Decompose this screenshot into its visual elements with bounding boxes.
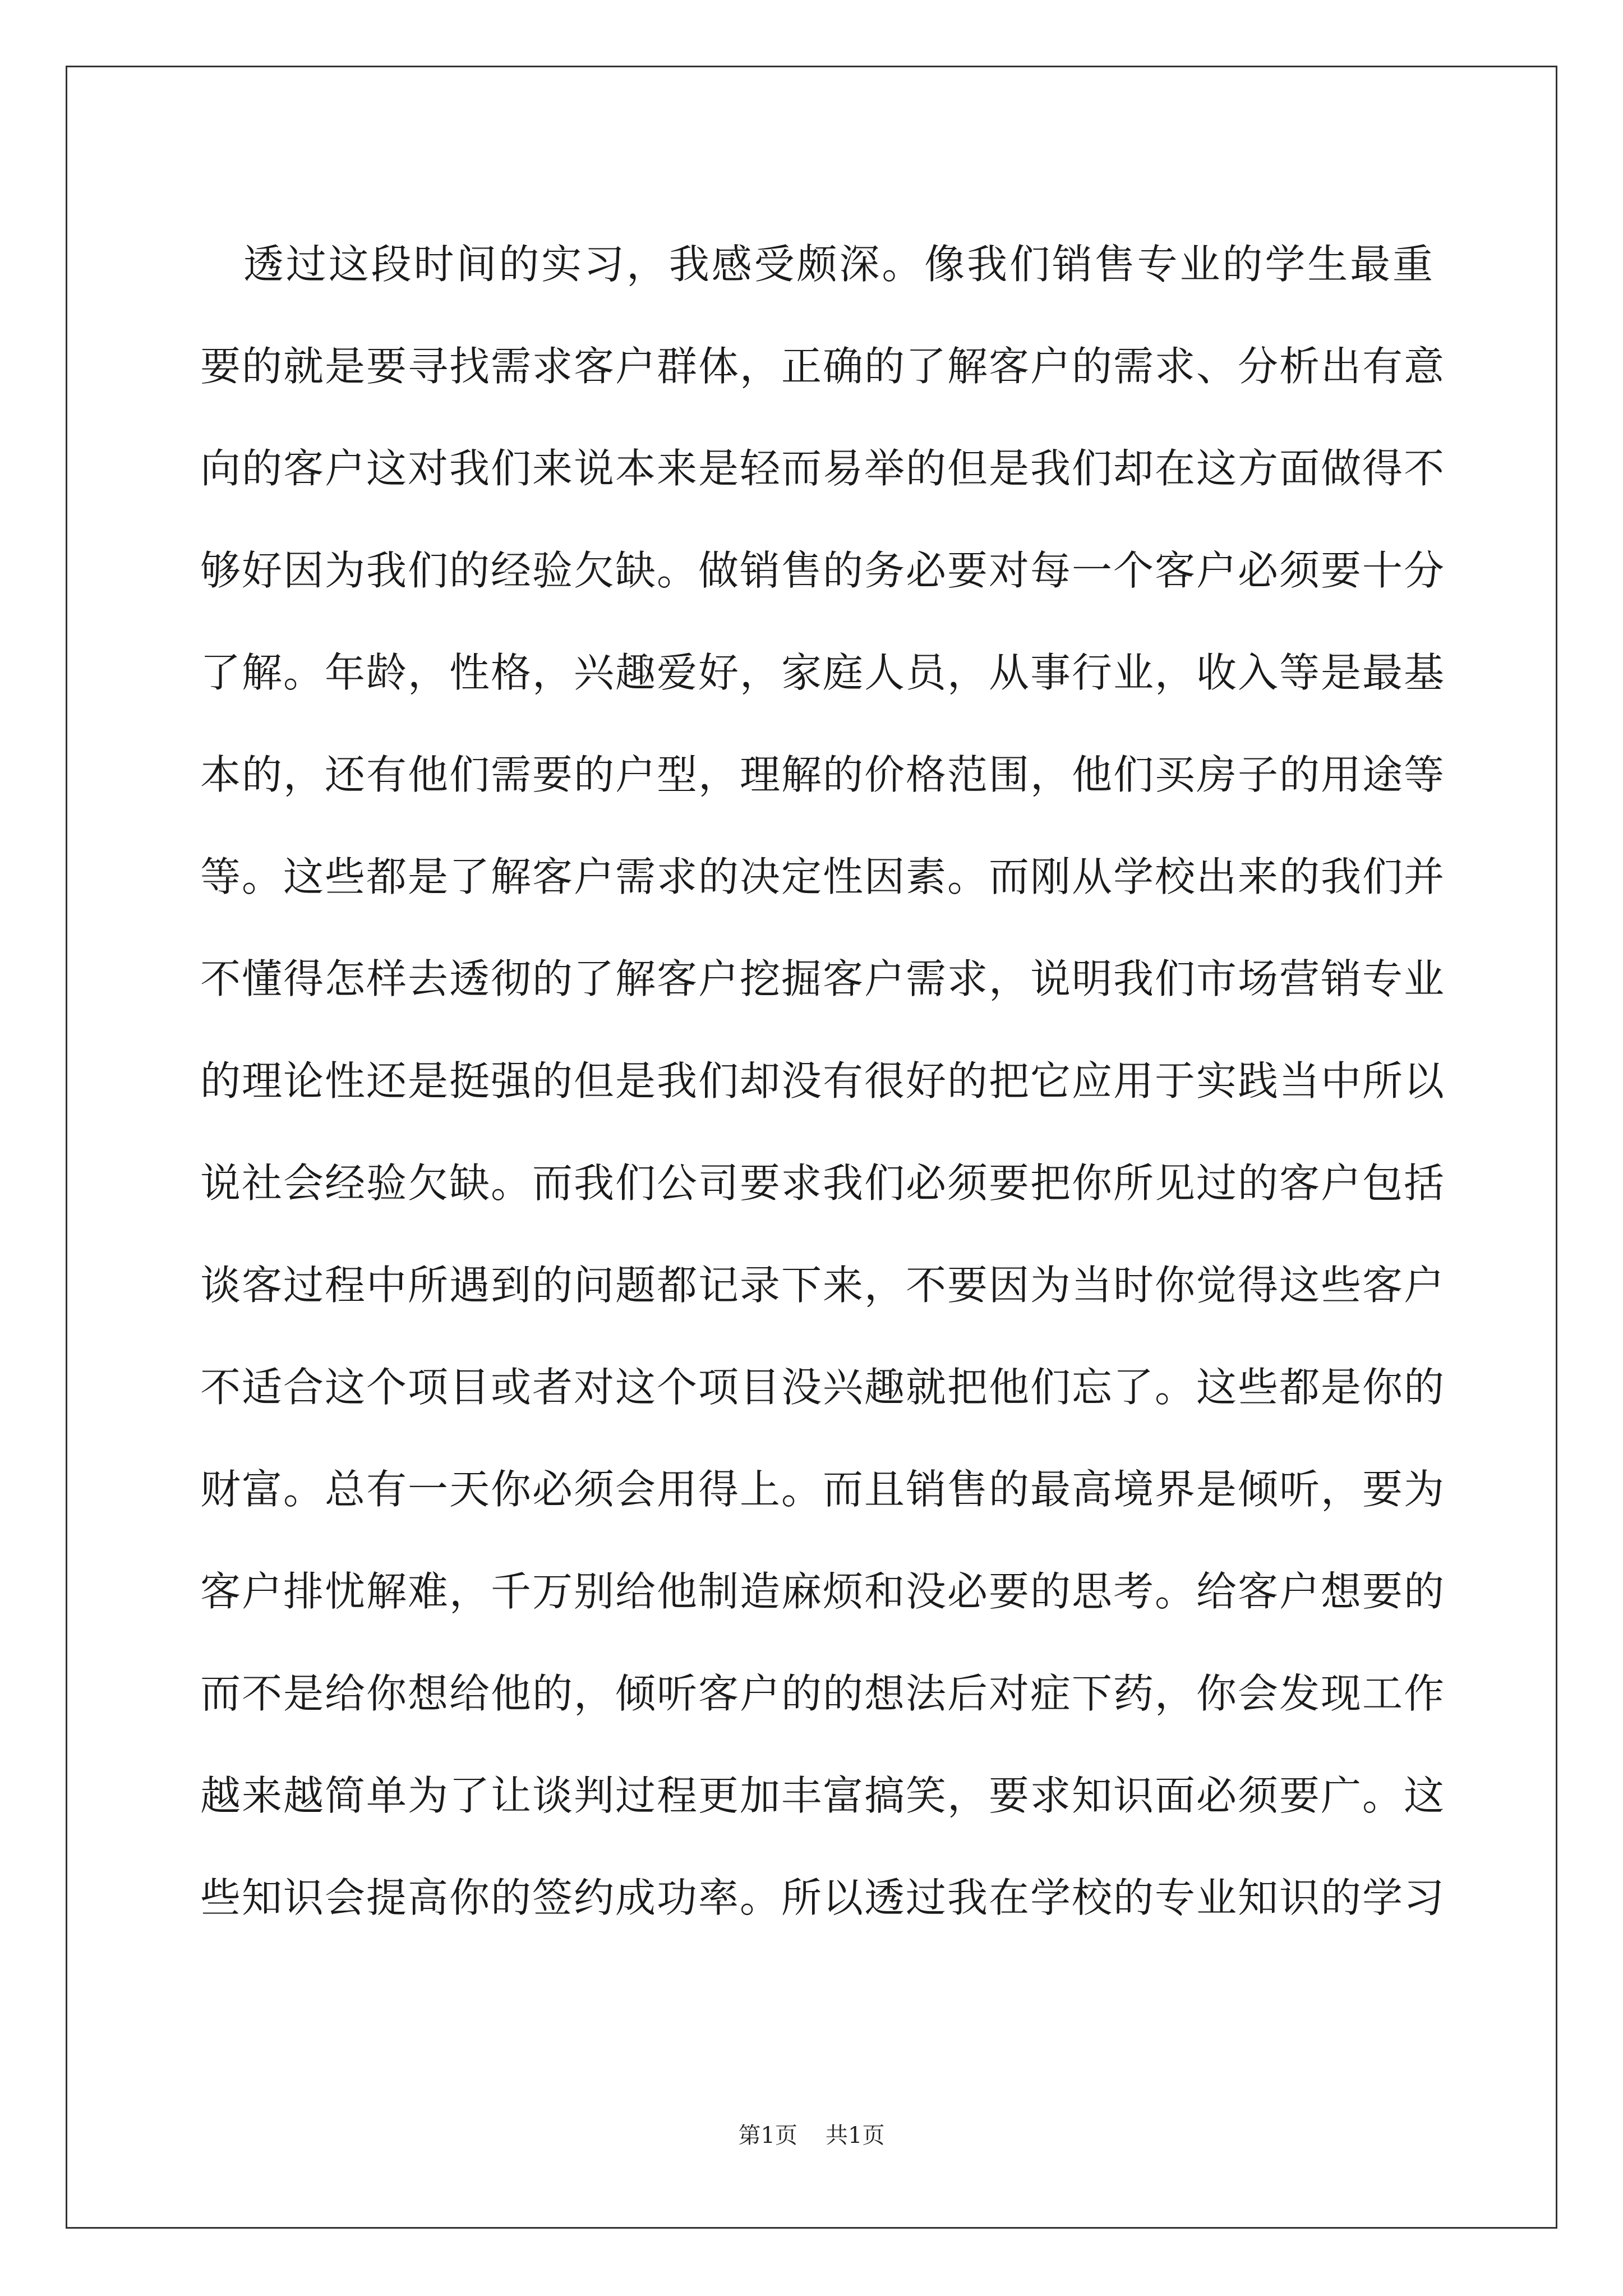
document-body [200, 213, 1446, 1949]
text-line: 的理论性还是挺强的但是我们却没有很好的把它应用于实践当中所以 [200, 1057, 1446, 1105]
page-total: 共1页 [826, 2123, 885, 2148]
page-number: 第1页 [738, 2123, 797, 2148]
text-line: 向的客户这对我们来说本来是轻而易举的但是我们却在这方面做得不 [200, 445, 1446, 492]
text-line: 而不是给你想给他的，倾听客户的的想法后对症下药，你会发现工作 [200, 1670, 1446, 1717]
text-line: 谈客过程中所遇到的问题都记录下来，不要因为当时你觉得这些客户 [200, 1262, 1446, 1309]
text-line: 本的，还有他们需要的户型，理解的价格范围，他们买房子的用途等 [200, 751, 1446, 798]
text-line: 些知识会提高你的签约成功率。所以透过我在学校的专业知识的学习 [200, 1874, 1446, 1921]
text-line: 透过这段时间的实习，我感受颇深。像我们销售专业的学生最重 [243, 241, 1434, 288]
text-line: 等。这些都是了解客户需求的决定性因素。而刚从学校出来的我们并 [200, 853, 1446, 900]
text-line: 不懂得怎样去透彻的了解客户挖掘客户需求，说明我们市场营销专业 [200, 955, 1446, 1002]
text-line: 要的就是要寻找需求客户群体，正确的了解客户的需求、分析出有意 [200, 343, 1446, 390]
text-line: 客户排忧解难，千万别给他制造麻烦和没必要的思考。给客户想要的 [200, 1568, 1446, 1615]
text-line: 够好因为我们的经验欠缺。做销售的务必要对每一个客户必须要十分 [200, 547, 1446, 594]
text-line: 说社会经验欠缺。而我们公司要求我们必须要把你所见过的客户包括 [200, 1159, 1446, 1207]
text-line: 越来越简单为了让谈判过程更加丰富搞笑，要求知识面必须要广。这 [200, 1772, 1446, 1819]
text-line: 不适合这个项目或者对这个项目没兴趣就把他们忘了。这些都是你的 [200, 1364, 1446, 1411]
text-line: 财富。总有一天你必须会用得上。而且销售的最高境界是倾听，要为 [200, 1466, 1446, 1513]
text-line: 了解。年龄，性格，兴趣爱好，家庭人员，从事行业，收入等是最基 [200, 649, 1446, 696]
page-footer [0, 2118, 1623, 2150]
